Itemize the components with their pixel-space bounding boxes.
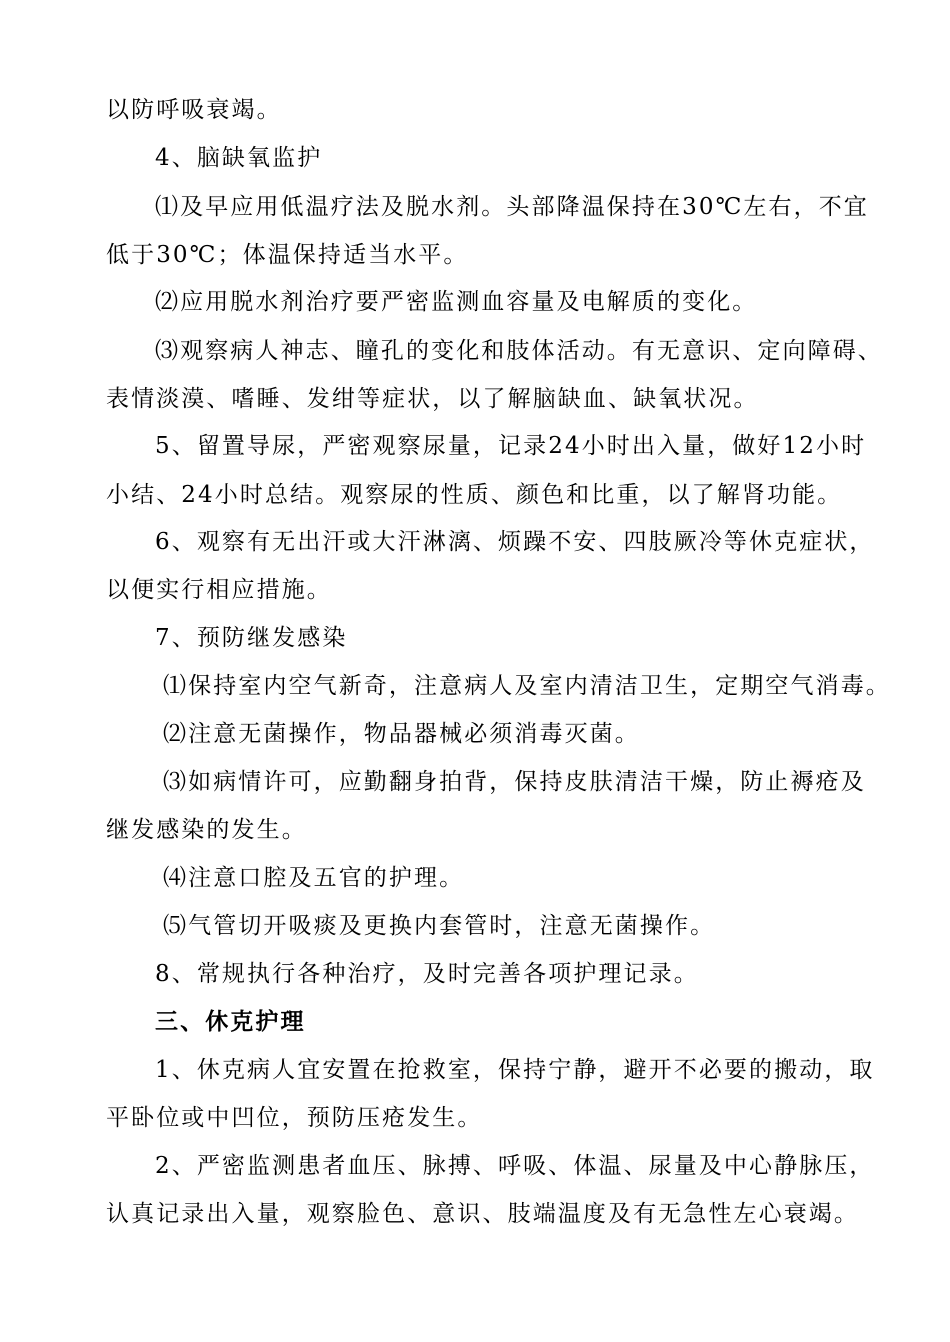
text-line: ⑶如病情许可，应勤翻身拍背，保持皮肤清洁干燥，防止褥疮及 (163, 769, 866, 795)
chapter-heading: 三、休克护理 (155, 1008, 306, 1035)
section-heading-8: 8、常规执行各种治疗，及时完善各项护理记录。 (155, 961, 699, 987)
text-line: 平卧位或中凹位，预防压疮发生。 (106, 1105, 483, 1131)
text-line: 5、留置导尿，严密观察尿量，记录24小时出入量，做好12小时 (155, 433, 867, 459)
text-line: 1、休克病人宜安置在抢救室，保持宁静，避开不必要的搬动，取 (155, 1057, 875, 1083)
text-line: ⑴保持室内空气新奇，注意病人及室内清洁卫生，定期空气消毒。 (163, 673, 891, 699)
section-heading-7: 7、预防继发感染 (155, 625, 348, 651)
text-line: ⑵注意无菌操作，物品器械必须消毒灭菌。 (163, 721, 640, 747)
text-line: 表情淡漠、嗜睡、发绀等症状，以了解脑缺血、缺氧状况。 (106, 386, 759, 412)
text-line: 低于30℃；体温保持适当水平。 (106, 242, 469, 268)
text-line: 小结、24小时总结。观察尿的性质、颜色和比重，以了解肾功能。 (106, 482, 843, 508)
text-line: 以便实行相应措施。 (106, 577, 332, 603)
text-line: ⑴及早应用低温疗法及脱水剂。头部降温保持在30℃左右，不宜 (155, 194, 869, 220)
section-heading-4: 4、脑缺氧监护 (155, 145, 323, 171)
text-line: 认真记录出入量，观察脸色、意识、肢端温度及有无急性左心衰竭。 (106, 1201, 859, 1227)
text-line: ⑵应用脱水剂治疗要严密监测血容量及电解质的变化。 (155, 289, 758, 315)
text-line: 6、观察有无出汗或大汗淋漓、烦躁不安、四肢厥冷等休克症状， (155, 529, 875, 555)
text-line: ⑸气管切开吸痰及更换内套管时，注意无菌操作。 (163, 913, 716, 939)
text-line: 继发感染的发生。 (106, 817, 307, 843)
text-line: 以防呼吸衰竭。 (106, 97, 282, 123)
text-line: ⑷注意口腔及五官的护理。 (163, 865, 465, 891)
text-line: ⑶观察病人神志、瞳孔的变化和肢体活动。有无意识、定向障碍、 (155, 338, 883, 364)
text-line: 2、严密监测患者血压、脉搏、呼吸、体温、尿量及中心静脉压， (155, 1153, 875, 1179)
